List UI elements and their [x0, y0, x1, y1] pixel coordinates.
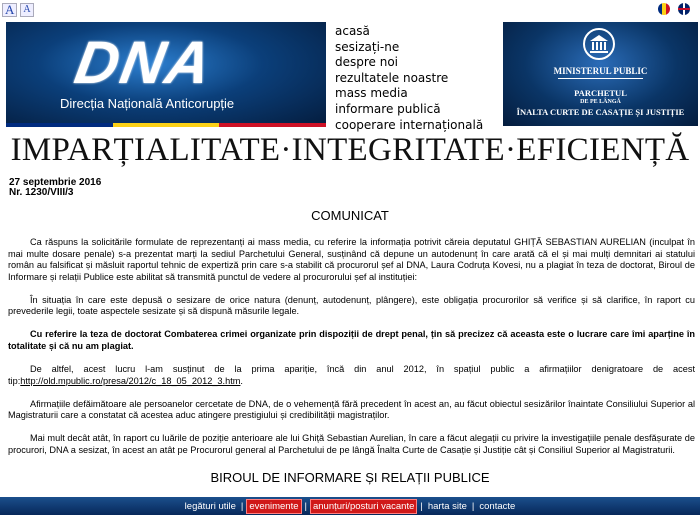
- paragraph-5: Afirmațiile defăimătoare ale persoanelor cercetate de DNA, de o vehemență fără precedent în acest an, au făcut obiectul sesizărilor înaintate Consiliului Superior al Magistraturii care a constatat că acestea aduc atingere prestigiului și credibilității magistraților.: [8, 398, 695, 421]
- paragraph-1: Ca răspuns la solicitările formulate de reprezentanți ai mass media, cu referire la informația potrivit căreia deputatul GHIȚĂ SEBASTIAN AURELIAN (inculpat în mai multe dosare penale) s-a prezentat marți la sediul Parchetului General, susținând că depune un autodenunț în care arată că el și mai mulți demnitari ai statului român au falsificat și măsluit raportul tehnic de expertiză prin care s-a stabilit că procurorul șef al DNA, Laura Codruța Kovesi, nu a plagiat în teza de doctorat, Biroul de Informare și relații Publice este abilitat să transmită punctul de vedere al procurorului șef al instituției:: [8, 237, 695, 282]
- footer-separator: |: [420, 500, 423, 512]
- nav-item-despre-noi[interactable]: despre noi: [335, 55, 399, 70]
- nav-item-mass-media[interactable]: mass media: [335, 86, 408, 101]
- uk-flag-icon[interactable]: [678, 3, 690, 15]
- mp-title: MINISTERUL PUBLIC: [553, 66, 648, 76]
- footer-link-harta-site[interactable]: harta site: [427, 500, 467, 512]
- nav-item-rezultatele-noastre[interactable]: rezultatele noastre: [335, 70, 449, 85]
- dna-logo-subtitle: Direcția Națională Anticorupție: [60, 96, 235, 111]
- paragraph-2: În situația în care este depusă o sesizare de orice natura (denunț, autodenunț, plângere), este obligația procurorilor să verifice și să clarifice, în raport cu prevederile legii, toate aspectele sesizate și să dispună măsurile legale.: [8, 294, 695, 317]
- main-nav: [335, 24, 500, 133]
- footer-bar: [0, 497, 700, 515]
- paragraph-4: [8, 364, 695, 387]
- nav-item-sesizati-ne[interactable]: sesizați-ne: [335, 39, 400, 54]
- mp-iccj: ÎNALTA CURTE DE CASAȚIE ȘI JUSTIȚIE: [516, 107, 685, 117]
- tricolor-bar: [6, 123, 326, 127]
- document-signature: BIROUL DE INFORMARE ȘI RELAȚII PUBLICE: [210, 470, 490, 485]
- footer-separator: |: [240, 500, 244, 512]
- paragraph-3: Cu referire la teza de doctorat Combaterea crimei organizate prin dispoziții de drept penal, țin să precizez că aceasta este o lucrare care îmi aparține în totalitate și că nu am plagiat.: [8, 329, 695, 351]
- document-body: [8, 237, 695, 468]
- nav-item-informare-publica[interactable]: informare publică: [335, 101, 441, 116]
- document-date: 27 septembrie 2016: [9, 177, 102, 188]
- font-large-button[interactable]: A: [2, 3, 17, 17]
- document-title: COMUNICAT: [311, 208, 389, 223]
- footer-link-legaturi-utile[interactable]: legături utile: [184, 500, 236, 512]
- mp-divider: [558, 78, 643, 79]
- mp-de-pe-langa: DE PE LÂNGĂ: [580, 99, 621, 105]
- paragraph-6: Mai mult decât atât, în raport cu luările de poziție anterioare ale lui Ghiță Sebastian Aurelian, în care a făcut alegații cu privire la investigațiile penale desfășurate de procurori, DNA a sesizat, în acest an atât pe Procurorul general al Parchetului de pe lângă Înalta Curte de Casație și Justiție cât și Consiliul Superior al Magistraturii.: [8, 433, 695, 455]
- mp-parchetul: PARCHETUL: [574, 88, 627, 98]
- font-size-controls: [2, 3, 34, 17]
- top-strip: [0, 0, 700, 20]
- dna-logo-text: DNA: [70, 29, 218, 96]
- motto-banner: IMPARȚIALITATE·INTEGRITATE·EFICIENȚĂ: [10, 132, 690, 168]
- language-flags: [658, 3, 690, 15]
- paragraph-4-text: De altfel, acest lucru l-am susținut de la prima apariție, încă din anul 2012, în spațiul public a afirmațiilor denigratoare de acest tip:: [8, 363, 695, 386]
- footer-link-anunturi[interactable]: anunțuri/posturi vacante: [310, 499, 417, 514]
- font-small-button[interactable]: A: [20, 3, 33, 17]
- romanian-flag-icon[interactable]: [658, 3, 670, 15]
- document-number: Nr. 1230/VIII/3: [9, 187, 74, 198]
- press-release-link[interactable]: http://old.mpublic.ro/presa/2012/c_18_05_2012_3.htm: [20, 375, 241, 386]
- footer-separator: |: [471, 500, 475, 512]
- ministry-emblem-icon: [583, 28, 615, 60]
- footer-link-contacte[interactable]: contacte: [479, 500, 516, 512]
- nav-item-cooperare-internationala[interactable]: cooperare internațională: [335, 117, 484, 132]
- dna-logo[interactable]: [6, 22, 326, 126]
- footer-separator: |: [304, 500, 307, 512]
- ministerul-public-logo[interactable]: [503, 22, 698, 126]
- footer-link-evenimente[interactable]: evenimente: [246, 499, 301, 514]
- nav-item-acasa[interactable]: acasă: [335, 24, 370, 38]
- paragraph-4-end: .: [240, 375, 243, 386]
